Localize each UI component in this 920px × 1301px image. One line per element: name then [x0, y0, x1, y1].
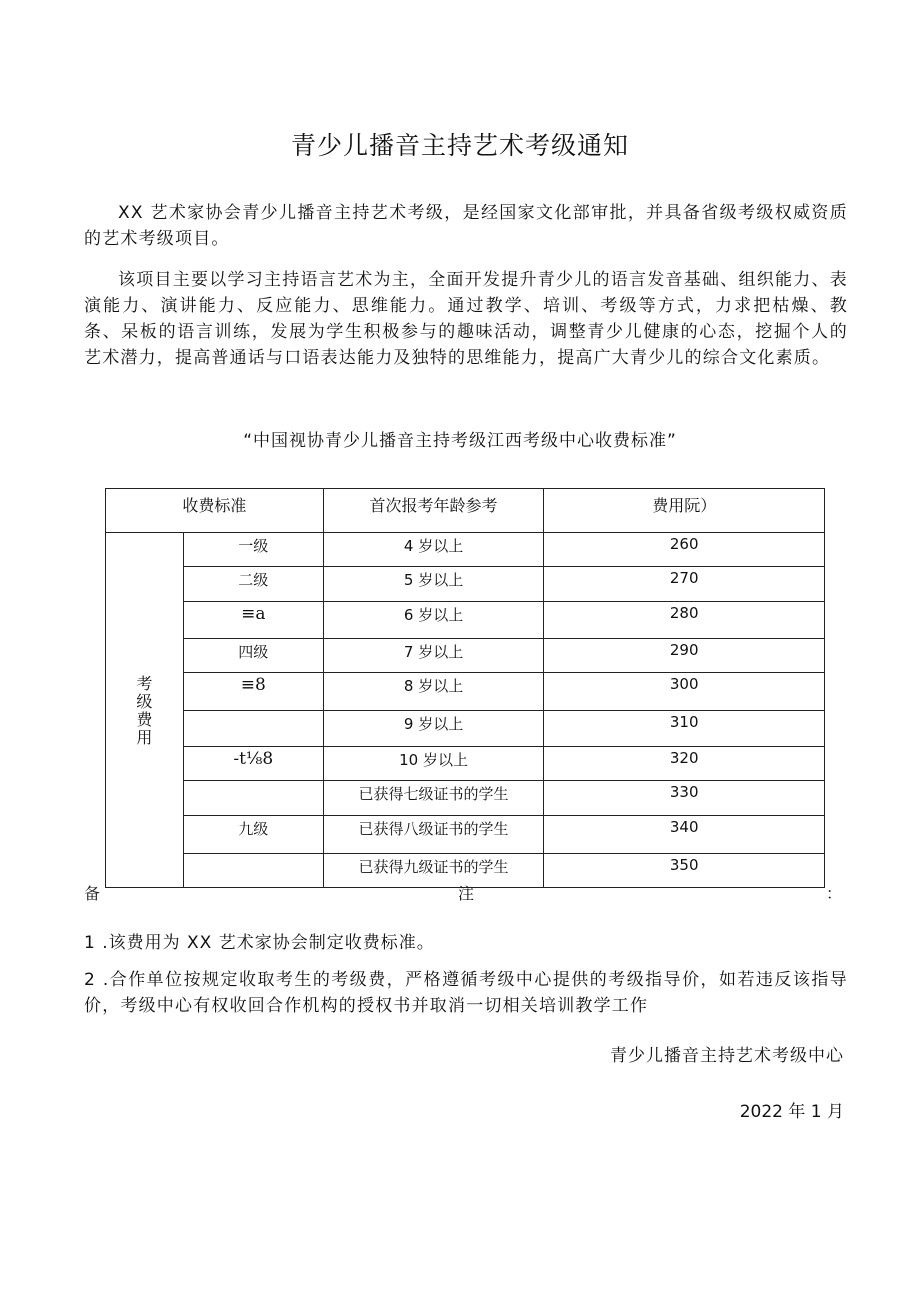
- page-title: 青少儿播音主持艺术考级通知: [290, 131, 629, 160]
- fee-cell: 300: [544, 673, 825, 711]
- table-row: [106, 639, 825, 673]
- level-cell: 二级: [183, 567, 323, 602]
- age-cell: 7 岁以上: [323, 639, 544, 673]
- level-cell: [183, 854, 323, 888]
- project-description-paragraph: 该项目主要以学习主持语言艺术为主，全面开发提升青少儿的语言发音基础、组织能力、表演能力、演讲能力、反应能力、思维能力。通过教学、培训、考级等方式，力求把枯燥、教条、呆板的语言训练，发展为学生积极参与的趣味活动，调整青少儿健康的心态，挖掘个人的艺术潜力，提高普通话与口语表达能力及独特的思维能力，提高广大青少儿的综合文化素质。: [84, 270, 848, 368]
- age-cell: 已获得九级证书的学生: [323, 854, 544, 888]
- level-cell: -t⅛8: [183, 747, 323, 781]
- table-row: [106, 781, 825, 816]
- table-caption: “中国视协青少儿播音主持考级江西考级中心收费标准”: [243, 431, 677, 451]
- level-cell: 四级: [183, 639, 323, 673]
- level-cell: ≡a: [183, 602, 323, 639]
- fee-cell: 260: [544, 533, 825, 567]
- age-cell: 已获得七级证书的学生: [323, 781, 544, 816]
- remark-item-2: 2 .合作单位按规定收取考生的考级费，严格遵循考级中心提供的考级指导价，如若违反该指导价，考级中心有权收回合作机构的授权书并取消一切相关培训教学工作: [84, 970, 848, 1016]
- header-age-reference: 首次报考年龄参考: [323, 489, 544, 533]
- category-cell: [106, 533, 184, 888]
- header-fee-amount: 费用阮）: [544, 489, 825, 533]
- age-cell: 4 岁以上: [323, 533, 544, 567]
- fee-cell: 310: [544, 711, 825, 747]
- fee-cell: 350: [544, 854, 825, 888]
- fee-cell: 290: [544, 639, 825, 673]
- age-cell: 10 岁以上: [323, 747, 544, 781]
- age-cell: 9 岁以上: [323, 711, 544, 747]
- intro-paragraph: XX 艺术家协会青少儿播音主持艺术考级，是经国家文化部审批，并具备省级考级权威资质的艺术考级项目。: [84, 203, 848, 249]
- remarks-label-bei: 备: [84, 884, 101, 903]
- level-cell: 一级: [183, 533, 323, 567]
- table-row: [106, 533, 825, 567]
- remarks-colon: ：: [826, 884, 843, 903]
- table-header-row: [106, 489, 825, 533]
- level-cell: 九级: [183, 816, 323, 854]
- table-row: [106, 567, 825, 602]
- table-row: [106, 673, 825, 711]
- remark-item-1: 1 .该费用为 XX 艺术家协会制定收费标准。: [84, 933, 435, 953]
- age-cell: 5 岁以上: [323, 567, 544, 602]
- age-cell: 6 岁以上: [323, 602, 544, 639]
- table-row: [106, 816, 825, 854]
- fee-cell: 320: [544, 747, 825, 781]
- fee-table: [105, 488, 825, 888]
- category-label: 考级费用: [136, 674, 153, 747]
- issue-date: 2022 年 1 月: [739, 1102, 844, 1122]
- remarks-label-zhu: 注: [458, 884, 475, 903]
- level-cell: ≡8: [183, 673, 323, 711]
- table-row: [106, 747, 825, 781]
- age-cell: 已获得八级证书的学生: [323, 816, 544, 854]
- signature: 青少儿播音主持艺术考级中心: [610, 1046, 844, 1066]
- age-cell: 8 岁以上: [323, 673, 544, 711]
- fee-cell: 340: [544, 816, 825, 854]
- table-row: [106, 711, 825, 747]
- level-cell: [183, 781, 323, 816]
- fee-cell: 270: [544, 567, 825, 602]
- table-row: [106, 602, 825, 639]
- header-fee-standard: 收费标准: [106, 489, 324, 533]
- fee-cell: 330: [544, 781, 825, 816]
- fee-cell: 280: [544, 602, 825, 639]
- level-cell: [183, 711, 323, 747]
